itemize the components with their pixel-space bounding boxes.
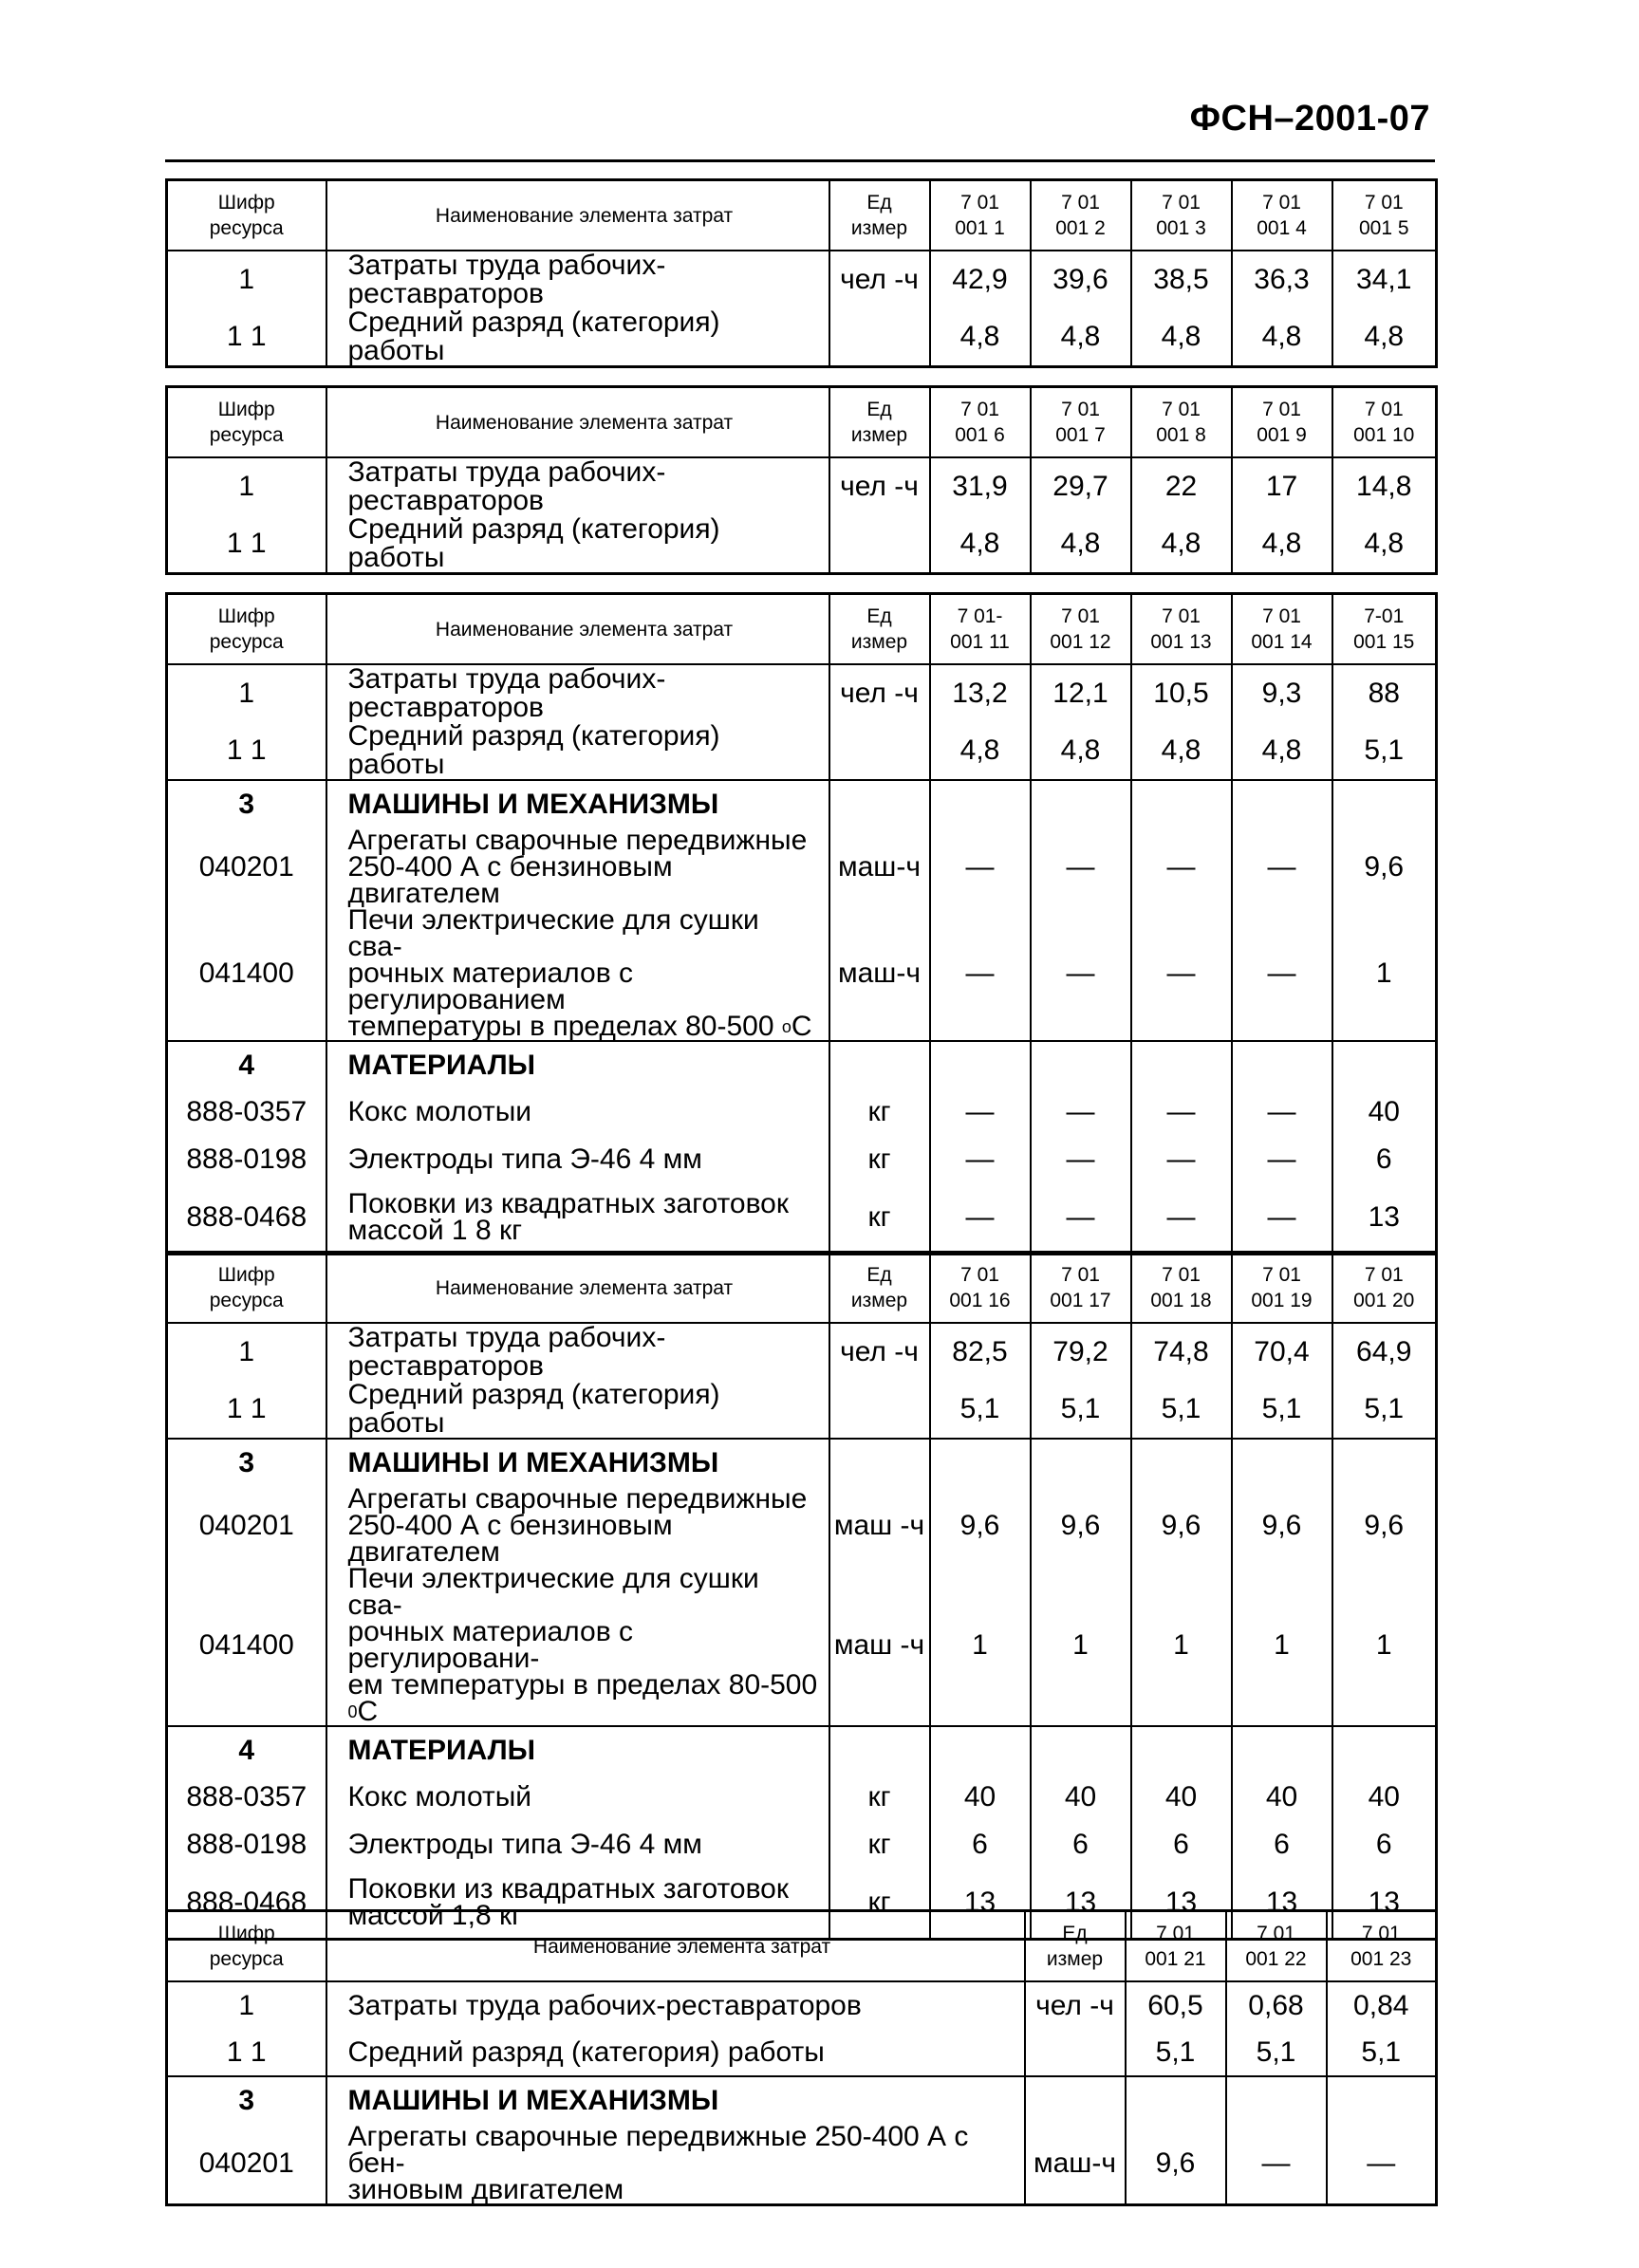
row-value: — xyxy=(1131,1088,1232,1136)
row-value: 13 xyxy=(1131,1868,1232,1939)
row-value: 13,2 xyxy=(930,664,1031,722)
row-value: — xyxy=(1131,1136,1232,1183)
section-row-machines xyxy=(167,1439,1437,1486)
table-row xyxy=(167,2029,1437,2076)
row-unit: кг xyxy=(829,1774,930,1821)
row-value: 13 xyxy=(1031,1868,1131,1939)
table-row xyxy=(167,664,1437,722)
row-unit: кг xyxy=(829,1088,930,1136)
row-value: — xyxy=(1131,1183,1232,1254)
row-code: 888-0357 xyxy=(167,1088,326,1136)
row-code: 1 xyxy=(167,1323,326,1381)
table-header-row xyxy=(167,594,1437,665)
row-value: 88 xyxy=(1332,664,1437,722)
row-value: 9,6 xyxy=(1332,1486,1437,1566)
section-title: МАШИНЫ И МЕХАНИЗМЫ xyxy=(326,780,829,827)
header-norm-17: 7 01 001 17 xyxy=(1031,1253,1131,1324)
table-row xyxy=(167,251,1437,308)
row-value: 22 xyxy=(1131,457,1232,515)
row-value: 6 xyxy=(1031,1821,1131,1868)
row-value: 1 xyxy=(1031,1566,1131,1726)
row-value: 4,8 xyxy=(1131,308,1232,367)
header-norm-12: 7 01 001 12 xyxy=(1031,594,1131,665)
row-value: 4,8 xyxy=(1232,722,1332,780)
row-unit xyxy=(829,308,930,367)
row-unit: маш -ч xyxy=(829,1486,930,1566)
table-row xyxy=(167,1774,1437,1821)
header-name: Наименование элемента затрат xyxy=(326,594,829,665)
row-value: 4,8 xyxy=(1232,515,1332,574)
row-unit: маш -ч xyxy=(829,1566,930,1726)
row-value: 34,1 xyxy=(1332,251,1437,308)
row-code: 888-0198 xyxy=(167,1136,326,1183)
row-code: 1 1 xyxy=(167,515,326,574)
row-unit: маш-ч xyxy=(1025,2124,1126,2205)
row-value: — xyxy=(1031,1088,1131,1136)
row-code: 1 xyxy=(167,457,326,515)
header-code: Шифр ресурса xyxy=(167,1253,326,1324)
row-unit: кг xyxy=(829,1868,930,1939)
table-row xyxy=(167,907,1437,1041)
header-name: Наименование элемента затрат xyxy=(326,180,829,251)
header-norm-16: 7 01 001 16 xyxy=(930,1253,1031,1324)
row-value: 9,6 xyxy=(1232,1486,1332,1566)
header-unit: Ед измер xyxy=(1025,1911,1126,1982)
row-unit: кг xyxy=(829,1821,930,1868)
table-row xyxy=(167,827,1437,907)
row-name: Затраты труда рабочих-реставраторов xyxy=(326,251,829,308)
header-norm-21: 7 01 001 21 xyxy=(1126,1911,1226,1982)
row-value: 31,9 xyxy=(930,457,1031,515)
header-norm-20: 7 01 001 20 xyxy=(1332,1253,1437,1324)
header-norm-11: 7 01- 001 11 xyxy=(930,594,1031,665)
row-name: Печи электрические для сушки сва- рочных материалов с регулированием температуры в пределах 80-500 $^о$С xyxy=(326,907,829,1041)
row-value: 5,1 xyxy=(1226,2029,1327,2076)
table-row xyxy=(167,1981,1437,2029)
table-row xyxy=(167,1183,1437,1254)
header-norm-4: 7 01 001 4 xyxy=(1232,180,1332,251)
table-row xyxy=(167,1566,1437,1726)
row-value: — xyxy=(1232,1183,1332,1254)
row-code: 1 xyxy=(167,664,326,722)
row-name: Средний разряд (категория) работы xyxy=(326,2029,1025,2076)
section-title: МАШИНЫ И МЕХАНИЗМЫ xyxy=(326,1439,829,1486)
row-code: 1 xyxy=(167,251,326,308)
row-unit: кг xyxy=(829,1136,930,1183)
row-name: Затраты труда рабочих-реставраторов xyxy=(326,457,829,515)
row-value: 60,5 xyxy=(1126,1981,1226,2029)
header-norm-13: 7 01 001 13 xyxy=(1131,594,1232,665)
row-value: — xyxy=(1031,827,1131,907)
header-unit: Ед измер xyxy=(829,1253,930,1324)
section-code: 4 xyxy=(167,1041,326,1088)
header-norm-7: 7 01 001 7 xyxy=(1031,387,1131,458)
row-value: 5,1 xyxy=(1232,1381,1332,1439)
row-code: 040201 xyxy=(167,827,326,907)
header-norm-1: 7 01 001 1 xyxy=(930,180,1031,251)
row-value: — xyxy=(1232,1088,1332,1136)
row-unit: маш-ч xyxy=(829,827,930,907)
row-value: 39,6 xyxy=(1031,251,1131,308)
row-code: 888-0198 xyxy=(167,1821,326,1868)
row-value: 4,8 xyxy=(1031,722,1131,780)
row-value: 4,8 xyxy=(1131,722,1232,780)
row-value: 40 xyxy=(1332,1774,1437,1821)
row-value: 4,8 xyxy=(930,515,1031,574)
row-name: Затраты труда рабочих-реставраторов xyxy=(326,664,829,722)
row-value: 70,4 xyxy=(1232,1323,1332,1381)
row-value: 0,84 xyxy=(1327,1981,1437,2029)
row-name: Электроды типа Э-46 4 мм xyxy=(326,1821,829,1868)
table-row xyxy=(167,1136,1437,1183)
row-unit: чел -ч xyxy=(1025,1981,1126,2029)
header-norm-5: 7 01 001 5 xyxy=(1332,180,1437,251)
row-value: 6 xyxy=(1131,1821,1232,1868)
row-code: 040201 xyxy=(167,2124,326,2205)
header-code: Шифр ресурса xyxy=(167,1911,326,1982)
row-value: 40 xyxy=(1031,1774,1131,1821)
table-header-row xyxy=(167,1253,1437,1324)
header-norm-2: 7 01 001 2 xyxy=(1031,180,1131,251)
row-code: 888-0468 xyxy=(167,1868,326,1939)
row-unit: чел -ч xyxy=(829,664,930,722)
row-value: 4,8 xyxy=(1332,308,1437,367)
row-value: 13 xyxy=(930,1868,1031,1939)
row-value: 79,2 xyxy=(1031,1323,1131,1381)
row-code: 1 xyxy=(167,1981,326,2029)
row-value: — xyxy=(1031,1136,1131,1183)
row-value: 5,1 xyxy=(1332,1381,1437,1439)
row-unit xyxy=(1025,2029,1126,2076)
row-value: — xyxy=(1232,907,1332,1041)
row-value: 4,8 xyxy=(1031,515,1131,574)
section-code: 3 xyxy=(167,2076,326,2124)
table-row xyxy=(167,1486,1437,1566)
section-code: 3 xyxy=(167,780,326,827)
header-name: Наименование элемента затрат xyxy=(326,387,829,458)
row-value: 1 xyxy=(930,1566,1031,1726)
header-norm-8: 7 01 001 8 xyxy=(1131,387,1232,458)
header-norm-9: 7 01 001 9 xyxy=(1232,387,1332,458)
row-value: — xyxy=(1031,1183,1131,1254)
header-name: Наименование элемента затрат xyxy=(326,1911,1025,1982)
table-row xyxy=(167,457,1437,515)
header-norm-6: 7 01 001 6 xyxy=(930,387,1031,458)
row-value: 40 xyxy=(1232,1774,1332,1821)
row-name: Электроды типа Э-46 4 мм xyxy=(326,1136,829,1183)
row-value: 4,8 xyxy=(1332,515,1437,574)
row-code: 1 1 xyxy=(167,722,326,780)
row-value: 13 xyxy=(1232,1868,1332,1939)
row-value: 40 xyxy=(1131,1774,1232,1821)
row-value: 9,6 xyxy=(930,1486,1031,1566)
row-code: 1 1 xyxy=(167,2029,326,2076)
row-value: 9,6 xyxy=(1332,827,1437,907)
row-unit: чел -ч xyxy=(829,1323,930,1381)
row-name: Средний разряд (категория) работы xyxy=(326,308,829,367)
row-value: 17 xyxy=(1232,457,1332,515)
header-norm-14: 7 01 001 14 xyxy=(1232,594,1332,665)
row-value: 5,1 xyxy=(1131,1381,1232,1439)
header-norm-23: 7 01 001 23 xyxy=(1327,1911,1437,1982)
header-norm-10: 7 01 001 10 xyxy=(1332,387,1437,458)
table-row xyxy=(167,1821,1437,1868)
header-unit: Ед измер xyxy=(829,594,930,665)
row-value: — xyxy=(1327,2124,1437,2205)
header-name: Наименование элемента затрат xyxy=(326,1253,829,1324)
row-value: — xyxy=(1232,1136,1332,1183)
row-name: Средний разряд (категория) работы xyxy=(326,722,829,780)
row-value: 13 xyxy=(1332,1183,1437,1254)
row-value: 9,6 xyxy=(1126,2124,1226,2205)
row-unit: чел -ч xyxy=(829,457,930,515)
row-value: 6 xyxy=(1232,1821,1332,1868)
header-code: Шифр ресурса xyxy=(167,180,326,251)
row-code: 888-0468 xyxy=(167,1183,326,1254)
row-value: — xyxy=(1131,907,1232,1041)
table-row xyxy=(167,515,1437,574)
section-title: МАШИНЫ И МЕХАНИЗМЫ xyxy=(326,2076,1025,2124)
header-unit: Ед измер xyxy=(829,180,930,251)
row-value: 1 xyxy=(1232,1566,1332,1726)
section-row-materials xyxy=(167,1726,1437,1774)
header-code: Шифр ресурса xyxy=(167,594,326,665)
row-name: Средний разряд (категория) работы xyxy=(326,515,829,574)
row-name: Поковки из квадратных заготовок массой 1 8 кг xyxy=(326,1183,829,1254)
section-code: 4 xyxy=(167,1726,326,1774)
resource-table-5 xyxy=(165,1909,1438,2206)
row-value: 42,9 xyxy=(930,251,1031,308)
row-value: — xyxy=(930,907,1031,1041)
header-rule xyxy=(165,159,1435,162)
row-value: 9,6 xyxy=(1031,1486,1131,1566)
row-value: 0,68 xyxy=(1226,1981,1327,2029)
header-code: Шифр ресурса xyxy=(167,387,326,458)
row-code: 1 1 xyxy=(167,308,326,367)
row-value: 5,1 xyxy=(1031,1381,1131,1439)
row-value: 29,7 xyxy=(1031,457,1131,515)
row-value: — xyxy=(930,1183,1031,1254)
row-value: 4,8 xyxy=(1031,308,1131,367)
row-value: 6 xyxy=(1332,1136,1437,1183)
row-value: 5,1 xyxy=(1327,2029,1437,2076)
row-name: Затраты труда рабочих-реставраторов xyxy=(326,1323,829,1381)
row-unit xyxy=(829,722,930,780)
row-value: 5,1 xyxy=(1332,722,1437,780)
resource-table-4 xyxy=(165,1251,1438,1941)
header-norm-19: 7 01 001 19 xyxy=(1232,1253,1332,1324)
row-value: 40 xyxy=(1332,1088,1437,1136)
row-value: — xyxy=(1031,907,1131,1041)
row-value: 1 xyxy=(1332,907,1437,1041)
table-header-row xyxy=(167,180,1437,251)
table-row xyxy=(167,308,1437,367)
row-value: 10,5 xyxy=(1131,664,1232,722)
row-value: 4,8 xyxy=(1131,515,1232,574)
section-row-machines xyxy=(167,780,1437,827)
row-value: 82,5 xyxy=(930,1323,1031,1381)
row-name: Печи электрические для сушки сва- рочных материалов с регулировани- ем температуры в пределах 80-500 $^0$С xyxy=(326,1566,829,1726)
row-value: 12,1 xyxy=(1031,664,1131,722)
row-value: 4,8 xyxy=(1232,308,1332,367)
row-unit xyxy=(829,515,930,574)
table-row xyxy=(167,722,1437,780)
row-value: 1 xyxy=(1332,1566,1437,1726)
table-row xyxy=(167,1323,1437,1381)
row-name: Поковки из квадратных заготовок массой 1,8 кг xyxy=(326,1868,829,1939)
row-value: 36,3 xyxy=(1232,251,1332,308)
row-value: — xyxy=(930,1136,1031,1183)
row-value: — xyxy=(1131,827,1232,907)
row-value: — xyxy=(930,1088,1031,1136)
header-norm-15: 7-01 001 15 xyxy=(1332,594,1437,665)
row-value: 9,3 xyxy=(1232,664,1332,722)
section-title: МАТЕРИАЛЫ xyxy=(326,1726,829,1774)
row-name: Кокс молотыи xyxy=(326,1088,829,1136)
row-value: 38,5 xyxy=(1131,251,1232,308)
row-code: 041400 xyxy=(167,1566,326,1726)
row-value: 4,8 xyxy=(930,722,1031,780)
row-value: 1 xyxy=(1131,1566,1232,1726)
row-value: 64,9 xyxy=(1332,1323,1437,1381)
row-unit xyxy=(829,1381,930,1439)
section-title: МАТЕРИАЛЫ xyxy=(326,1041,829,1088)
row-code: 1 1 xyxy=(167,1381,326,1439)
header-unit: Ед измер xyxy=(829,387,930,458)
resource-table-2 xyxy=(165,385,1438,575)
row-value: 40 xyxy=(930,1774,1031,1821)
row-value: 5,1 xyxy=(930,1381,1031,1439)
row-value: 14,8 xyxy=(1332,457,1437,515)
resource-table-1 xyxy=(165,178,1438,368)
row-code: 888-0357 xyxy=(167,1774,326,1821)
row-value: 74,8 xyxy=(1131,1323,1232,1381)
row-code: 041400 xyxy=(167,907,326,1041)
table-row xyxy=(167,1088,1437,1136)
section-row-materials xyxy=(167,1041,1437,1088)
table-header-row xyxy=(167,1911,1437,1982)
row-value: — xyxy=(1232,827,1332,907)
row-code: 040201 xyxy=(167,1486,326,1566)
section-row-machines xyxy=(167,2076,1437,2124)
table-row xyxy=(167,1381,1437,1439)
row-name: Агрегаты сварочные передвижные 250-400 А с бен- зиновым двигателем xyxy=(326,2124,1025,2205)
document-code: ФСН–2001-07 xyxy=(1189,99,1430,139)
header-norm-18: 7 01 001 18 xyxy=(1131,1253,1232,1324)
row-value: 6 xyxy=(1332,1821,1437,1868)
row-value: 5,1 xyxy=(1126,2029,1226,2076)
row-unit: маш-ч xyxy=(829,907,930,1041)
row-name: Агрегаты сварочные передвижные 250-400 А с бензиновым двигателем xyxy=(326,1486,829,1566)
section-code: 3 xyxy=(167,1439,326,1486)
row-value: — xyxy=(1226,2124,1327,2205)
row-value: 4,8 xyxy=(930,308,1031,367)
header-norm-22: 7 01 001 22 xyxy=(1226,1911,1327,1982)
header-norm-3: 7 01 001 3 xyxy=(1131,180,1232,251)
row-value: — xyxy=(930,827,1031,907)
row-name: Кокс молотый xyxy=(326,1774,829,1821)
row-name: Затраты труда рабочих-реставраторов xyxy=(326,1981,1025,2029)
row-value: 6 xyxy=(930,1821,1031,1868)
row-unit: кг xyxy=(829,1183,930,1254)
row-value: 13 xyxy=(1332,1868,1437,1939)
row-name: Агрегаты сварочные передвижные 250-400 А с бензиновым двигателем xyxy=(326,827,829,907)
resource-table-3 xyxy=(165,592,1438,1255)
row-value: 9,6 xyxy=(1131,1486,1232,1566)
table-row xyxy=(167,2124,1437,2205)
table-header-row xyxy=(167,387,1437,458)
row-name: Средний разряд (категория) работы xyxy=(326,1381,829,1439)
row-unit: чел -ч xyxy=(829,251,930,308)
